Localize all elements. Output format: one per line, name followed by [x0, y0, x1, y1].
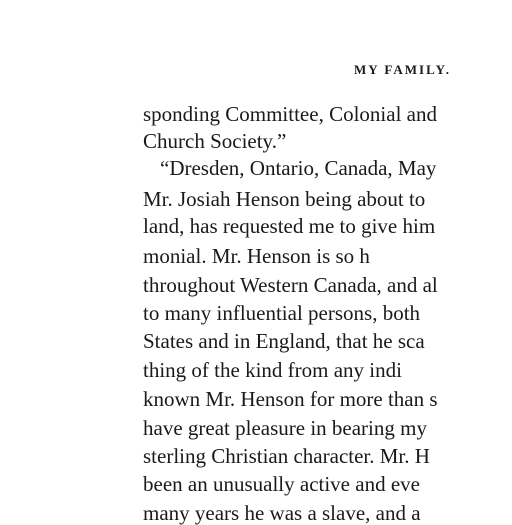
text-line: States and in England, that he sca [143, 329, 425, 353]
text-line: known Mr. Henson for more than s [143, 387, 438, 411]
text-line: Mr. Josiah Henson being about to [143, 187, 426, 211]
text-line: been an unusually active and eve [143, 472, 420, 496]
text-line: throughout Western Canada, and al [143, 273, 438, 297]
text-line: Church Society.” [143, 129, 287, 153]
text-line: “Dresden, Ontario, Canada, May [160, 156, 437, 180]
text-line: thing of the kind from any indi [143, 358, 402, 382]
text-line: land, has requested me to give him [143, 214, 436, 238]
running-head: MY FAMILY. [354, 62, 452, 77]
text-line: many years he was a slave, and a [143, 501, 421, 525]
text-line: sterling Christian character. Mr. H [143, 444, 430, 468]
text-line: monial. Mr. Henson is so h [143, 244, 370, 268]
text-line: have great pleasure in bearing my [143, 416, 427, 440]
text-line: sponding Committee, Colonial and [143, 102, 437, 126]
text-line: to many influential persons, both [143, 301, 421, 325]
